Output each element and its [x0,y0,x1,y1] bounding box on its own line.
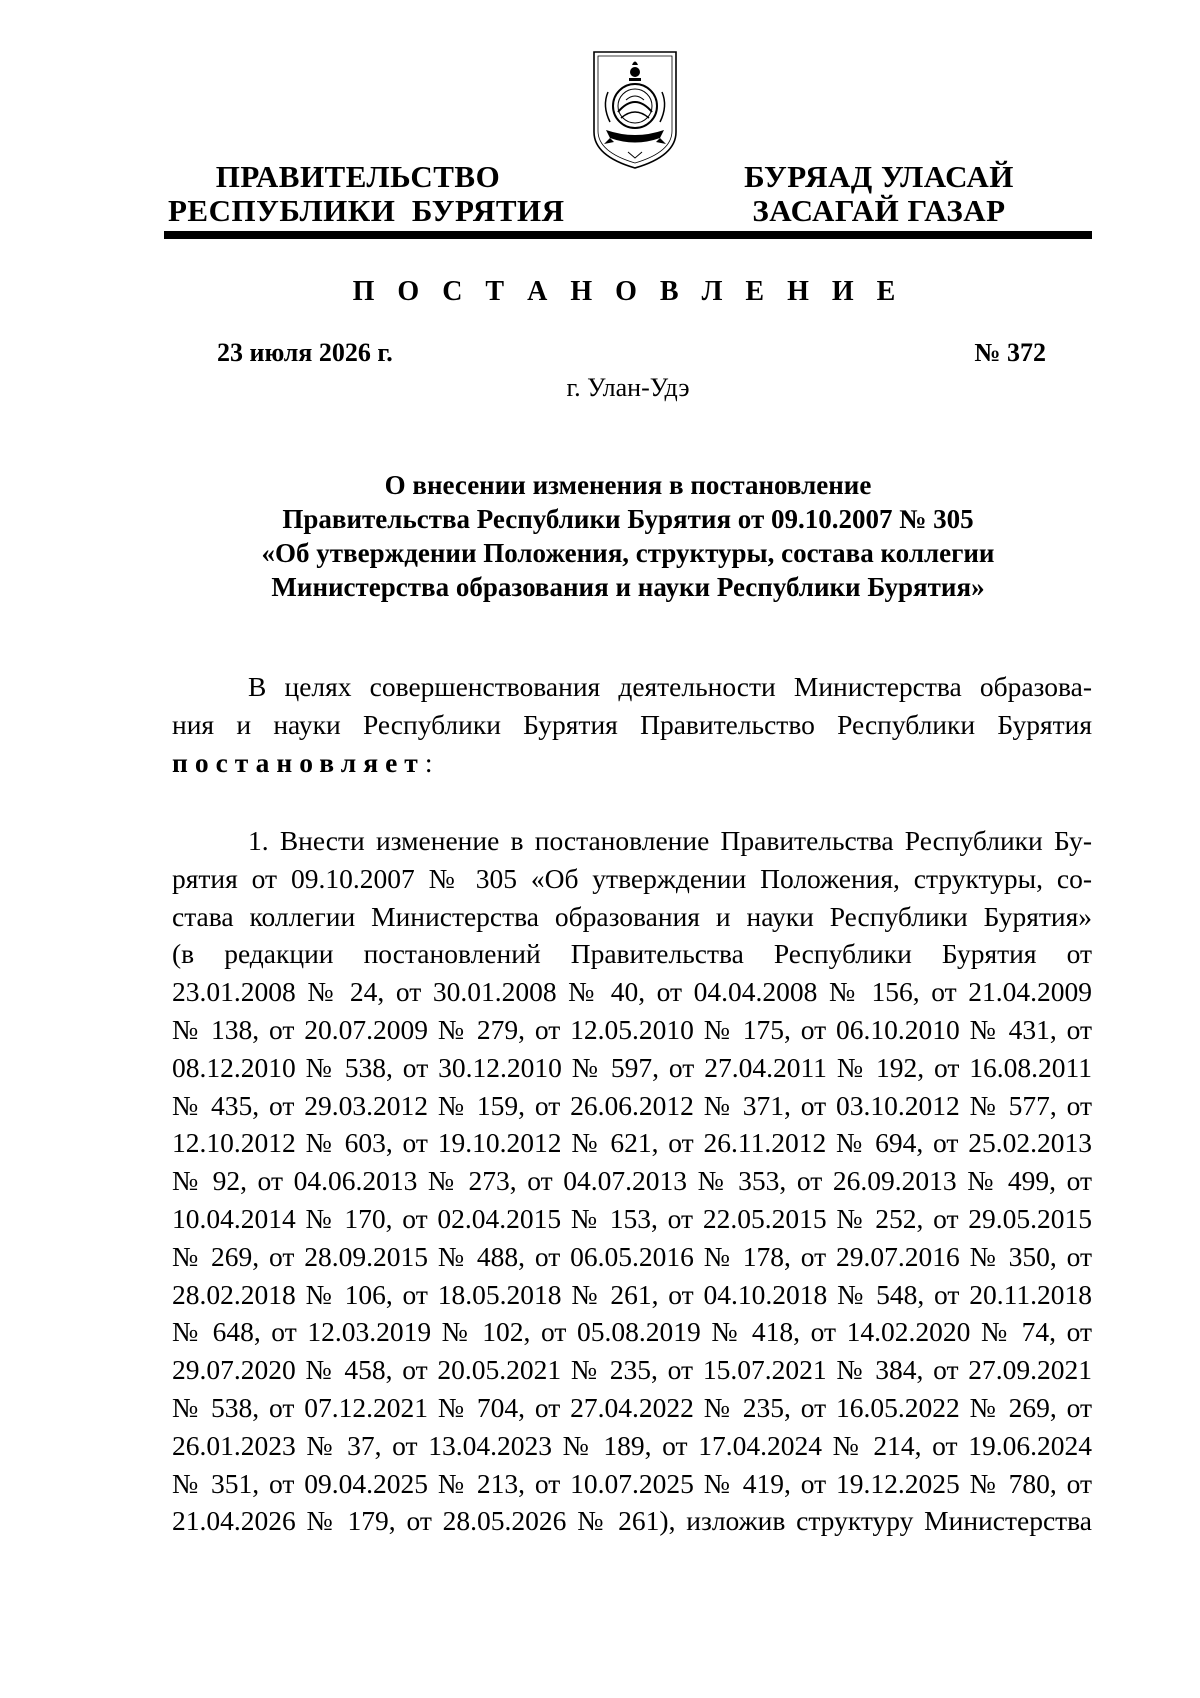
text-line: № 538, от 07.12.2021 № 704, от 27.04.2022 № 235, от 16.05.2022 № 269, от [172,1391,1092,1423]
document-date: 23 июля 2026 г. [217,338,393,367]
decree-word: постановляет [172,746,425,778]
document-number: № 372 [974,338,1046,367]
text-line: става коллегии Министерства образования и науки Республики Бурятия» [172,900,1092,932]
text-line: рятия от 09.10.2007 № 305 «Об утверждении Положения, структуры, со- [172,862,1092,894]
text-line: В целях совершенствования деятельности Министерства образова- [248,671,1092,702]
document-title-line: Министерства образования и науки Республики Бурятия» [271,572,985,602]
text-line: 08.12.2010 № 538, от 30.12.2010 № 597, от 27.04.2011 № 192, от 16.08.2011 [172,1051,1092,1083]
text-line: № 138, от 20.07.2009 № 279, от 12.05.2010 № 175, от 06.10.2010 № 431, от [172,1013,1092,1045]
preamble-paragraph [172,668,1092,781]
text-line: 29.07.2020 № 458, от 20.05.2021 № 235, от 15.07.2021 № 384, от 27.09.2021 [172,1354,1092,1386]
header-divider [164,231,1092,239]
text-line: № 269, от 28.09.2015 № 488, от 06.05.2016 № 178, от 29.07.2016 № 350, от [172,1240,1092,1272]
text-line: № 92, от 04.06.2013 № 273, от 04.07.2013 № 353, от 26.09.2013 № 499, от [172,1165,1092,1197]
text-line: 12.10.2012 № 603, от 19.10.2012 № 621, от 26.11.2012 № 694, от 25.02.2013 [172,1127,1092,1159]
document-title [164,468,1092,604]
text-line: ния и науки Республики Бурятия Правительство Республики Бурятия [172,708,1092,740]
organization-name-ru-line: ПРАВИТЕЛЬСТВО [215,159,501,194]
text-line: 26.01.2023 № 37, от 13.04.2023 № 189, от 17.04.2024 № 214, от 19.06.2024 [172,1429,1092,1461]
text-line: 28.02.2018 № 106, от 18.05.2018 № 261, от 04.10.2018 № 548, от 20.11.2018 [172,1278,1092,1310]
text-line: № 435, от 29.03.2012 № 159, от 26.06.2012 № 371, от 03.10.2012 № 577, от [172,1089,1092,1121]
item-1-paragraph [172,822,1092,1540]
coat-of-arms-icon [588,48,682,172]
text-line [172,744,1092,782]
organization-name-buryat-line: БУРЯАД УЛАСАЙ [744,159,1014,194]
organization-name-buryat [738,160,1020,228]
organization-name-ru [168,159,565,228]
organization-name-ru-line: РЕСПУБЛИКИ БУРЯТИЯ [168,193,565,228]
text-line: 10.04.2014 № 170, от 02.04.2015 № 153, от 22.05.2015 № 252, от 29.05.2015 [172,1202,1092,1234]
text-line: 23.01.2008 № 24, от 30.01.2008 № 40, от 04.04.2008 № 156, от 21.04.2009 [172,976,1092,1008]
text-line: № 351, от 09.04.2025 № 213, от 10.07.2025 № 419, от 19.12.2025 № 780, от [172,1467,1092,1499]
text-line: 21.04.2026 № 179, от 28.05.2026 № 261), изложив структуру Министерства [172,1505,1092,1537]
document-city: г. Улан-Удэ [566,373,690,402]
document-title-line: Правительства Республики Бурятия от 09.10.2007 № 305 [282,504,974,534]
decree-colon: : [424,746,433,778]
document-type: П О С Т А Н О В Л Е Н И Е [352,276,904,307]
document-title-line: «Об утверждении Положения, структуры, состава коллегии [261,538,995,568]
document-title-line: О внесении изменения в постановление [384,470,872,500]
text-line: (в редакции постановлений Правительства Республики Бурятия от [172,938,1092,970]
text-line: 1. Внести изменение в постановление Правительства Республики Бу- [248,825,1092,856]
text-line: № 648, от 12.03.2019 № 102, от 05.08.2019 № 418, от 14.02.2020 № 74, от [172,1316,1092,1348]
organization-name-buryat-line: ЗАСАГАЙ ГАЗАР [752,193,1006,228]
